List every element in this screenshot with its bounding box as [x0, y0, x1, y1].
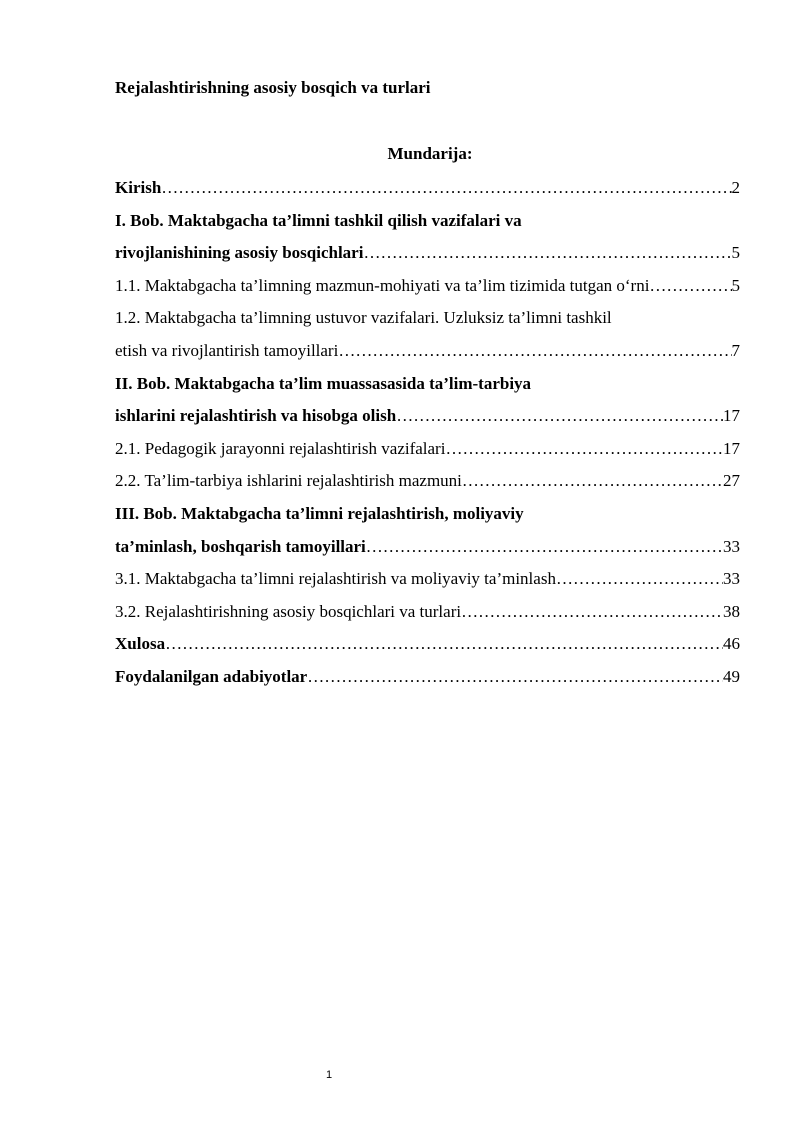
toc-entry-title: Kirish [115, 178, 162, 197]
toc-dot-leader [556, 563, 723, 596]
toc-entry-title: 2.2. Ta’lim-tarbiya ishlarini rejalashtirish mazmuni [115, 471, 462, 491]
toc-dot-leader [161, 172, 731, 205]
toc-entry-title: Foydalanilgan adabiyotlar [115, 666, 308, 686]
toc-dot-leader [649, 270, 731, 303]
toc-dot-leader [461, 596, 723, 629]
page-number: 1 [326, 1069, 333, 1081]
toc-entry-title: II. Bob. Maktabgacha ta’lim muassasasida ta’lim-tarbiya [115, 373, 532, 393]
toc-entry-page: 7 [731, 340, 740, 360]
toc-entry-title: III. Bob. Maktabgacha ta’limni rejalashtirish, moliyaviy [115, 503, 524, 523]
toc-entry-page: 17 [723, 438, 740, 458]
toc-dot-leader [445, 433, 723, 466]
toc-entry-page: 38 [723, 601, 740, 621]
toc-entry-page: 33 [723, 569, 740, 589]
toc-entry-page: 49 [723, 666, 740, 686]
toc-entry-title: 1.1. Maktabgacha ta’limning mazmun-mohiyati va ta’lim tizimida tutgan o‘rni [115, 275, 650, 295]
toc-entry-section-1-2-line-1[interactable] [115, 302, 740, 335]
toc-entry-title: ta’minlash, boshqarish tamoyillari [115, 536, 366, 556]
toc-entry-page: 5 [731, 275, 740, 295]
toc-dot-leader [363, 237, 731, 270]
toc-entry-title: I. Bob. Maktabgacha ta’limni tashkil qilish vazifalari va [115, 210, 522, 230]
document-title: Rejalashtirishning asosiy bosqich va turlari [115, 78, 431, 97]
toc-dot-leader [338, 335, 731, 368]
toc-entry-page: 46 [723, 634, 740, 654]
toc-heading: Mundarija: [387, 144, 473, 163]
toc-entry-title: ishlarini rejalashtirish va hisobga olish [115, 406, 397, 426]
toc-entry-page: 33 [723, 536, 740, 556]
toc-entry-section-3-1[interactable] [115, 563, 740, 596]
toc-entry-chapter-2-line-2[interactable] [115, 400, 740, 433]
toc-entry-section-2-2[interactable] [115, 465, 740, 498]
toc-entry-page: 17 [723, 406, 740, 426]
toc-entry-title: Xulosa [115, 634, 166, 654]
toc-entry-page: 5 [731, 243, 740, 263]
toc-entry-title: 2.1. Pedagogik jarayonni rejalashtirish vazifalari [115, 438, 446, 458]
toc-entry-chapter-3-line-2[interactable] [115, 531, 740, 564]
toc-entry-page: 2 [731, 178, 740, 197]
toc-entry-title: 1.2. Maktabgacha ta’limning ustuvor vazifalari. Uzluksiz ta’limni tashkil [115, 308, 612, 328]
toc-dot-leader [307, 661, 723, 694]
toc-entry-page: 27 [723, 471, 740, 491]
toc-entry-xulosa[interactable] [115, 628, 740, 661]
toc-entry-section-2-1[interactable] [115, 433, 740, 466]
toc-entry-title: 3.2. Rejalashtirishning asosiy bosqichlari va turlari [115, 601, 462, 621]
toc-dot-leader [366, 531, 723, 564]
toc-entry-chapter-3-line-1[interactable] [115, 498, 740, 531]
toc-entry-chapter-1-line-2[interactable] [115, 237, 740, 270]
toc-entry-references[interactable] [115, 661, 740, 694]
toc-entry-title: etish va rivojlantirish tamoyillari [115, 340, 339, 360]
toc-dot-leader [396, 400, 723, 433]
toc-entry-section-3-2[interactable] [115, 596, 740, 629]
toc-dot-leader [462, 465, 723, 498]
toc-entry-chapter-2-line-1[interactable] [115, 368, 740, 401]
toc-dot-leader [165, 628, 723, 661]
toc-entry-kirish[interactable] [115, 172, 740, 205]
toc-entry-title: 3.1. Maktabgacha ta’limni rejalashtirish va moliyaviy ta’minlash [115, 569, 556, 589]
toc-entry-section-1-1[interactable] [115, 270, 740, 303]
toc-entry-title: rivojlanishining asosiy bosqichlari [115, 243, 364, 263]
toc-entry-chapter-1-line-1[interactable] [115, 205, 740, 238]
table-of-contents [115, 172, 740, 694]
toc-entry-section-1-2-line-2[interactable] [115, 335, 740, 368]
